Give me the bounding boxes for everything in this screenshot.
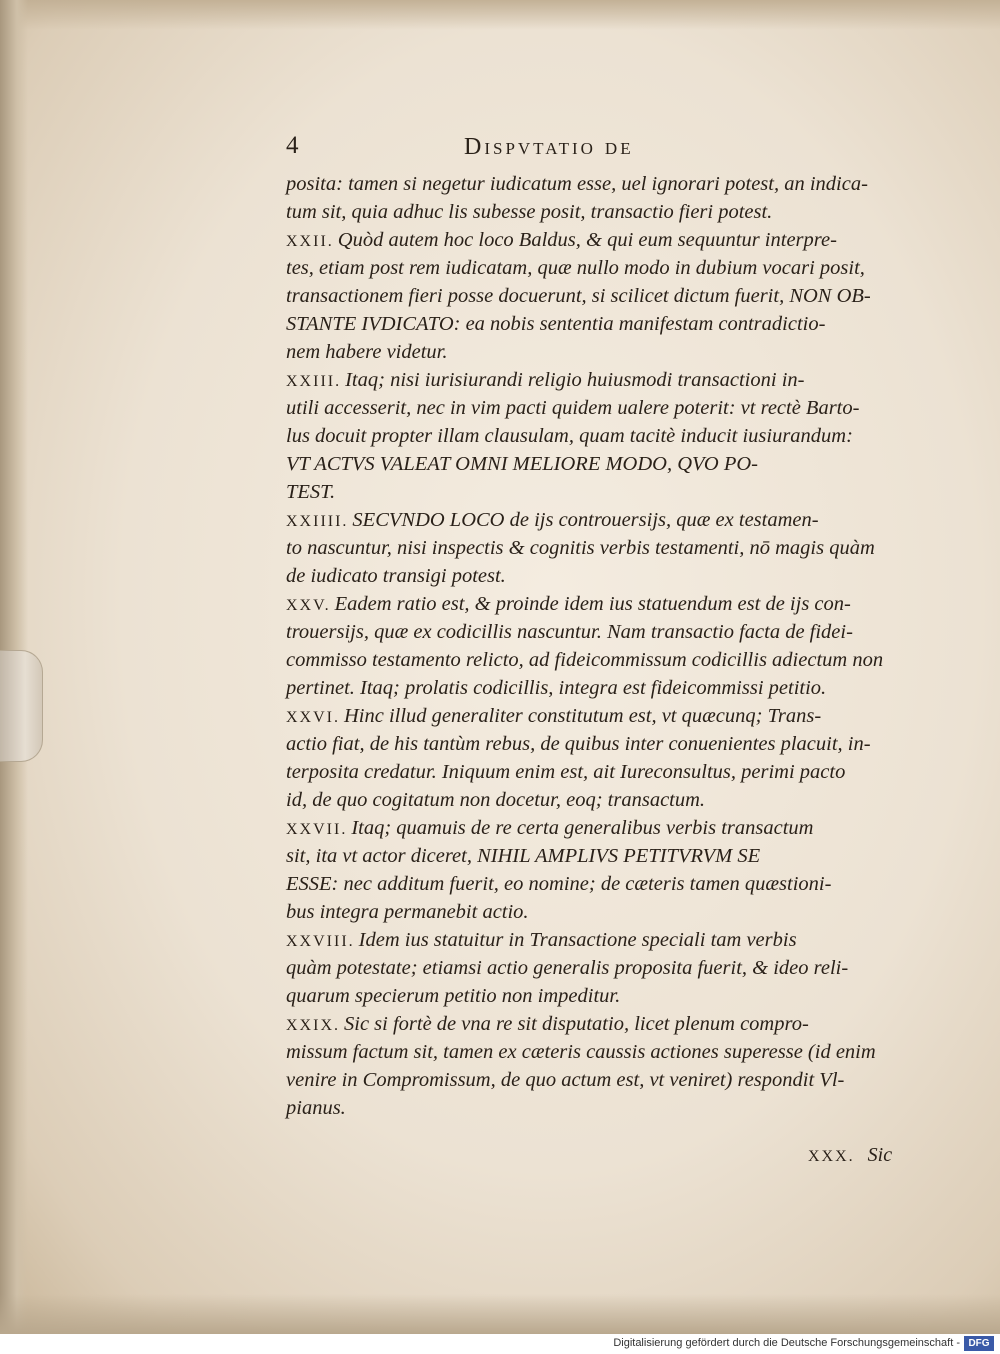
line-text: Sic si fortè de vna re sit disputatio, licet plenum compro- [344,1013,809,1035]
line-text: commisso testamento relicto, ad fideicommissum codicillis adiectum non [286,649,884,671]
text-line [286,814,926,842]
line-text: posita: tamen si negetur iudicatum esse, uel ignorari potest, an indica- [286,173,868,195]
line-text: Quòd autem hoc loco Baldus, & qui eum sequuntur interpre- [337,229,837,251]
line-text: Itaq; quamuis de re certa generalibus verbis transactum [351,817,814,839]
text-line [286,982,926,1010]
line-text: lus docuit propter illam clausulam, quam tacitè inducit iusiurandum: [286,425,853,447]
section-number: XXIIII. [286,513,349,530]
section-number: XXVII. [286,821,348,838]
text-line [286,282,926,310]
line-text: de iudicato transigi potest. [286,565,506,587]
text-line [286,1038,926,1066]
text-line [286,422,926,450]
line-text: to nascuntur, nisi inspectis & cognitis verbis testamenti, nō magis quàm [286,537,875,559]
text-line [286,254,926,282]
line-text: SECVNDO LOCO de ijs controuersijs, quæ ex testamen- [352,509,819,531]
line-text: tes, etiam post rem iudicatam, quæ nullo modo in dubium vocari posit, [286,257,865,279]
section-number: XXV. [286,597,331,614]
line-text: STANTE IVDICATO: ea nobis sententia manifestam contradictio- [286,313,826,335]
line-text: Idem ius statuitur in Transactione speciali tam verbis [358,929,797,951]
line-text: missum factum sit, tamen ex cæteris caussis actiones superesse (id enim [286,1041,876,1063]
line-text: pianus. [286,1097,346,1119]
line-text: VT ACTVS VALEAT OMNI MELIORE MODO, QVO PO- [286,453,759,475]
line-text: TEST. [286,481,336,503]
binding-clip-mark [0,650,43,762]
line-text: ESSE: nec additum fuerit, eo nomine; de cæteris tamen quæstioni- [286,873,832,895]
line-text: quarum specierum petitio non impeditur. [286,985,621,1007]
text-line [286,1094,926,1122]
text-line [286,842,926,870]
line-text: Hinc illud generaliter constitutum est, vt quæcunq; Trans- [344,705,822,727]
text-line [286,674,926,702]
section-number: XXVIII. [286,933,355,950]
line-text: nem habere videtur. [286,341,448,363]
text-line [286,338,926,366]
text-line [286,618,926,646]
text-line [286,926,926,954]
line-text: Eadem ratio est, & proinde idem ius statuendum est de ijs con- [334,593,851,615]
dfg-logo: DFG [964,1336,994,1351]
running-title: Dispvtatio de [464,134,634,160]
text-line [286,478,926,506]
line-text: transactionem fieri posse docuerunt, si scilicet dictum fuerit, NON OB- [286,285,871,307]
text-line [286,310,926,338]
section-number: XXIX. [286,1017,340,1034]
line-text: trouersijs, quæ ex codicillis nascuntur. Nam transactio facta de fidei- [286,621,853,643]
line-text: terposita credatur. Iniquum enim est, ait Iureconsultus, perimi pacto [286,761,846,783]
line-text: Itaq; nisi iurisiurandi religio huiusmodi transactioni in- [345,369,805,391]
text-line [286,870,926,898]
text-line [286,590,926,618]
section-number: XXIII. [286,373,342,390]
page-header [286,132,926,162]
text-line [286,198,926,226]
catchword-number: XXX. [808,1148,855,1165]
text-line [286,702,926,730]
text-line [286,394,926,422]
line-text: pertinet. Itaq; prolatis codicillis, integra est fideicommissi petitio. [286,677,827,699]
page-number: 4 [286,132,299,159]
body-text [286,170,926,1122]
text-line [286,646,926,674]
text-line [286,1010,926,1038]
footer-credit: Digitalisierung gefördert durch die Deutsche Forschungsgemeinschaft - [613,1337,960,1349]
line-text: quàm potestate; etiamsi actio generalis proposita fuerit, & ideo reli- [286,957,849,979]
text-line [286,450,926,478]
page-edge-bottom [0,1294,1000,1334]
text-line [286,562,926,590]
section-number: XXVI. [286,709,340,726]
text-line [286,1066,926,1094]
line-text: bus integra permanebit actio. [286,901,529,923]
line-text: utili accesserit, nec in vim pacti quidem ualere poterit: vt rectè Barto- [286,397,860,419]
text-line [286,366,926,394]
text-line [286,534,926,562]
catchword [808,1144,892,1167]
catchword-text: Sic [867,1144,893,1166]
text-line [286,226,926,254]
text-line [286,170,926,198]
text-line [286,506,926,534]
line-text: actio fiat, de his tantùm rebus, de quibus inter conuenientes placuit, in- [286,733,871,755]
text-line [286,954,926,982]
section-number: XXII. [286,233,334,250]
line-text: tum sit, quia adhuc lis subesse posit, transactio fieri potest. [286,201,773,223]
line-text: venire in Compromissum, de quo actum est, vt veniret) respondit Vl- [286,1069,845,1091]
page-edge-top [0,0,1000,30]
text-line [286,730,926,758]
text-line [286,898,926,926]
line-text: id, de quo cogitatum non docetur, eoq; transactum. [286,789,706,811]
text-line [286,786,926,814]
footer-bar [0,1334,1000,1354]
text-line [286,758,926,786]
line-text: sit, ita vt actor diceret, NIHIL AMPLIVS PETITVRVM SE [286,845,761,867]
